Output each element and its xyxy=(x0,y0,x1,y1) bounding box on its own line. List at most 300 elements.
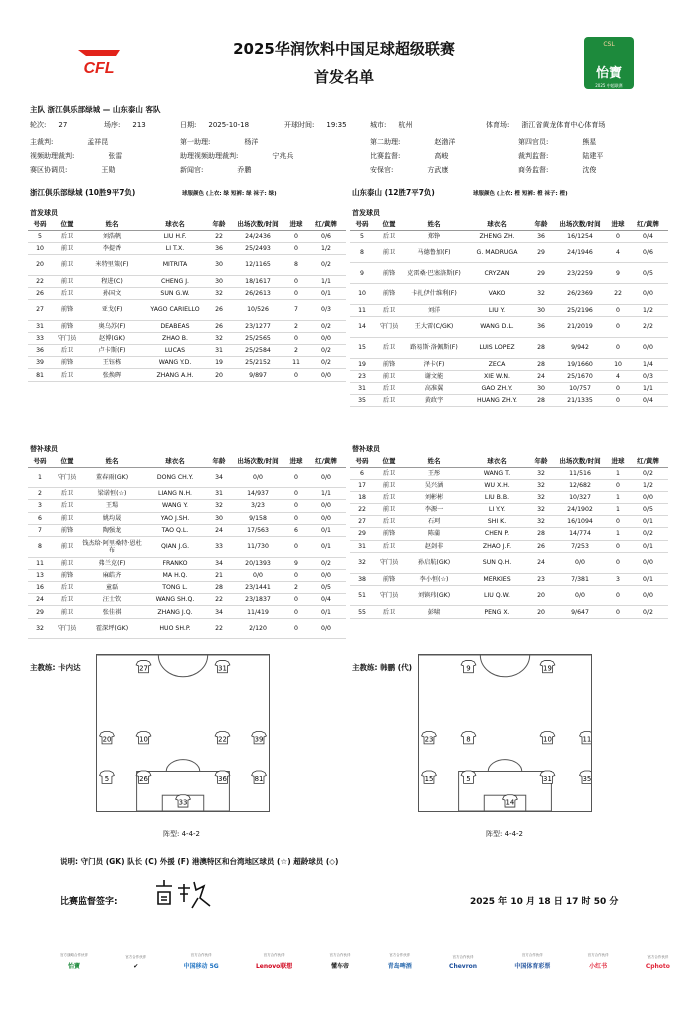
table-cell: 1/1 xyxy=(628,382,668,394)
table-cell: 9/158 xyxy=(230,512,286,524)
table-cell: 34 xyxy=(208,606,230,618)
match-info-value: 孟祥昆 xyxy=(87,138,109,146)
table-cell: 0/0 xyxy=(306,369,346,381)
table-cell: 0 xyxy=(608,382,628,394)
table-cell: 1 xyxy=(608,491,628,503)
table-cell: 22 xyxy=(350,504,374,516)
table-cell: 李小恒(☆) xyxy=(404,573,464,585)
player-shirt-marker xyxy=(503,795,518,807)
table-cell: 33 xyxy=(28,332,52,344)
shirt-number: 27 xyxy=(139,664,148,673)
table-cell: 后卫 xyxy=(374,516,404,528)
column-header: 出场次数/时间 xyxy=(230,456,286,467)
column-header: 号码 xyxy=(350,456,374,467)
table-row xyxy=(350,573,668,585)
table-row xyxy=(350,606,668,618)
table-cell: 霍深坪(GK) xyxy=(82,618,142,639)
table-cell: 0/5 xyxy=(628,263,668,284)
table-cell: 24/1946 xyxy=(552,242,608,263)
table-row xyxy=(350,317,668,338)
table-cell: 0 xyxy=(608,552,628,573)
table-cell: 25/2565 xyxy=(230,332,286,344)
table-cell: 0 xyxy=(286,536,306,557)
column-header: 进球 xyxy=(608,456,628,467)
table-cell: 9 xyxy=(350,263,374,284)
player-shirt-marker xyxy=(176,795,191,807)
table-row xyxy=(350,337,668,358)
table-cell: WANG D.L. xyxy=(464,317,530,338)
table-cell: CHEN P. xyxy=(464,528,530,540)
table-cell: 15 xyxy=(350,337,374,358)
shirt-number: 5 xyxy=(466,774,471,783)
table-cell: LI Y.Y. xyxy=(464,504,530,516)
table-cell: 11/730 xyxy=(230,536,286,557)
table-cell: 刘浩帆 xyxy=(82,230,142,242)
sponsor-mark: 中国体育彩票 xyxy=(514,963,551,970)
match-info-label: 赛区协调员: xyxy=(30,166,68,174)
table-row xyxy=(350,491,668,503)
table-cell: 10/327 xyxy=(552,491,608,503)
table-cell: 赵博(GK) xyxy=(82,332,142,344)
match-info-label: 助理视频助理裁判: xyxy=(180,152,239,160)
table-cell: 前卫 xyxy=(52,536,82,557)
table-cell: WU X.H. xyxy=(464,479,530,491)
shirt-number: 20 xyxy=(102,735,112,744)
table-cell: 32 xyxy=(530,467,552,479)
match-info-label: 开球时间: xyxy=(284,121,315,129)
table-cell: 0/0 xyxy=(628,491,668,503)
player-shirt-marker xyxy=(215,771,230,783)
player-shirt-marker xyxy=(100,732,115,744)
sponsor-mark: Chevron xyxy=(449,963,478,970)
sponsor-logo xyxy=(646,955,670,970)
table-cell: 17/563 xyxy=(230,524,286,536)
table-cell: 前锋 xyxy=(52,569,82,581)
table-cell: 0 xyxy=(608,540,628,552)
table-cell: 1/4 xyxy=(628,358,668,370)
match-info-field xyxy=(284,120,347,130)
pitch-drawing xyxy=(97,655,269,811)
table-cell: 18 xyxy=(350,491,374,503)
away-team-title: 山东泰山 (12胜7平7负) xyxy=(352,188,435,197)
table-cell: 路易斯·洛佩斯(F) xyxy=(404,337,464,358)
table-cell: 9/897 xyxy=(230,369,286,381)
home-coach: 主教练: 卡内达 xyxy=(30,663,81,672)
table-row xyxy=(28,488,346,500)
match-info-value: 浙江省黄龙体育中心体育场 xyxy=(521,121,606,129)
match-info-value: 高峻 xyxy=(434,152,449,160)
table-cell: MITRITA xyxy=(142,254,208,275)
table-cell: 前卫 xyxy=(52,275,82,287)
column-header: 年龄 xyxy=(208,456,230,467)
match-info-label: 城市: xyxy=(370,121,387,129)
table-cell: 1 xyxy=(608,528,628,540)
table-row xyxy=(28,299,346,320)
match-info-field xyxy=(180,151,293,161)
table-cell: 前锋 xyxy=(52,524,82,536)
table-cell: 0/0 xyxy=(306,332,346,344)
table-row xyxy=(350,552,668,573)
table-cell: 19 xyxy=(208,357,230,369)
table-cell: 24 xyxy=(208,524,230,536)
table-row xyxy=(350,284,668,305)
sponsor-mark: 小红书 xyxy=(589,963,608,970)
table-cell: 6 xyxy=(28,512,52,524)
table-cell: 程进(C) xyxy=(82,275,142,287)
table-cell: 后卫 xyxy=(374,337,404,358)
table-cell: 0/0 xyxy=(230,569,286,581)
table-cell: 31 xyxy=(208,488,230,500)
table-cell: 0/3 xyxy=(306,299,346,320)
match-info-field xyxy=(370,165,448,175)
table-cell: 55 xyxy=(350,606,374,618)
table-cell: 0/0 xyxy=(306,512,346,524)
table-cell: 后卫 xyxy=(374,230,404,242)
table-cell: 26/2369 xyxy=(552,284,608,305)
match-info-field xyxy=(30,151,122,161)
table-cell: 19 xyxy=(350,358,374,370)
sponsor-caption: 官方合作伙伴 xyxy=(190,953,212,957)
table-row xyxy=(350,263,668,284)
table-row xyxy=(350,382,668,394)
table-cell: 0 xyxy=(608,317,628,338)
table-cell: 23/1277 xyxy=(230,320,286,332)
table-cell: 0/0 xyxy=(230,467,286,488)
shirt-number: 81 xyxy=(254,774,264,783)
table-cell: 0 xyxy=(286,242,306,254)
table-cell: 张佳祺 xyxy=(82,606,142,618)
table-row xyxy=(28,320,346,332)
table-cell: 29 xyxy=(530,263,552,284)
table-cell: 赵剑非 xyxy=(404,540,464,552)
table-cell: 8 xyxy=(28,536,52,557)
table-cell: FRANKO xyxy=(142,557,208,569)
table-cell: 孙启航(GK) xyxy=(404,552,464,573)
table-cell: 30 xyxy=(208,254,230,275)
player-shirt-marker xyxy=(461,771,476,783)
table-row xyxy=(28,606,346,618)
table-cell: QIAN J.G. xyxy=(142,536,208,557)
column-header: 位置 xyxy=(374,219,404,230)
table-cell: ZHAO J.F. xyxy=(464,540,530,552)
table-cell: 0/0 xyxy=(552,552,608,573)
table-cell: VAKO xyxy=(464,284,530,305)
table-cell: G. MADRUGA xyxy=(464,242,530,263)
table-cell: 0/0 xyxy=(628,585,668,606)
table-cell: 后卫 xyxy=(52,369,82,381)
table-cell: 0/2 xyxy=(306,357,346,369)
table-cell: SUN Q.H. xyxy=(464,552,530,573)
table-cell: 11/516 xyxy=(552,467,608,479)
match-info-label: 场序: xyxy=(104,121,121,129)
table-cell: 守门员 xyxy=(52,618,82,639)
table-cell: WANG SH.Q. xyxy=(142,594,208,606)
column-header: 出场次数/时间 xyxy=(552,456,608,467)
csl-logo-top: CSL xyxy=(603,41,615,48)
table-cell: MERKIES xyxy=(464,573,530,585)
table-cell: 30 xyxy=(208,275,230,287)
table-cell: 36 xyxy=(530,317,552,338)
table-cell: 0 xyxy=(286,287,306,299)
table-cell: 29 xyxy=(530,242,552,263)
shirt-number: 10 xyxy=(543,735,552,744)
table-cell: 35 xyxy=(350,395,374,407)
match-info-value: 19:35 xyxy=(326,121,347,129)
table-cell: 23 xyxy=(530,573,552,585)
sponsor-mark: 懂车帝 xyxy=(331,963,350,970)
table-cell: 11 xyxy=(28,557,52,569)
home-formation-pitch xyxy=(96,654,270,812)
teams-line: 主队 浙江俱乐部绿城 — 山东泰山 客队 xyxy=(30,105,161,114)
table-cell: 弗兰克(F) xyxy=(82,557,142,569)
sponsor-caption: 官方合作伙伴 xyxy=(329,953,351,957)
player-shirt-marker xyxy=(580,732,591,744)
table-cell: 0/0 xyxy=(306,569,346,581)
table-cell: 0/1 xyxy=(628,540,668,552)
csl-logo-bottom: 2025 中超联赛 xyxy=(595,83,623,88)
table-cell: TAO Q.L. xyxy=(142,524,208,536)
table-cell: 3 xyxy=(608,573,628,585)
table-row xyxy=(350,479,668,491)
table-cell: GAO ZH.Y. xyxy=(464,382,530,394)
table-cell: 0 xyxy=(286,275,306,287)
sponsor-caption: 官方战略合作伙伴 xyxy=(60,953,88,957)
shirt-number: 36 xyxy=(218,774,227,783)
pitch-line xyxy=(166,760,200,772)
table-row xyxy=(350,370,668,382)
table-cell: 后卫 xyxy=(374,382,404,394)
player-shirt-marker xyxy=(136,660,151,672)
table-cell: ZECA xyxy=(464,358,530,370)
table-cell: 2/120 xyxy=(230,618,286,639)
table-cell: 0 xyxy=(286,618,306,639)
player-shirt-marker xyxy=(252,732,267,744)
table-cell: 守门员 xyxy=(374,552,404,573)
table-cell: 0/3 xyxy=(628,370,668,382)
table-cell: 9/647 xyxy=(552,606,608,618)
match-info-field xyxy=(370,137,455,147)
table-cell: 9 xyxy=(286,557,306,569)
table-cell: 21/1335 xyxy=(552,395,608,407)
table-cell: 前锋 xyxy=(52,357,82,369)
player-shirt-marker xyxy=(540,732,555,744)
match-info-field xyxy=(370,151,448,161)
home-subs-label: 替补球员 xyxy=(30,445,58,453)
match-info-label: 主裁判: xyxy=(30,138,54,146)
sponsor-caption: 官方合作伙伴 xyxy=(647,955,669,959)
table-cell: ZHANG A.H. xyxy=(142,369,208,381)
table-cell: 25/2584 xyxy=(230,345,286,357)
table-cell: 10/526 xyxy=(230,299,286,320)
table-cell: 0 xyxy=(608,606,628,618)
table-cell: 0/2 xyxy=(628,606,668,618)
table-cell: 前锋 xyxy=(52,320,82,332)
table-cell: 李源一 xyxy=(404,504,464,516)
table-cell: MA H.Q. xyxy=(142,569,208,581)
table-cell: 0 xyxy=(286,569,306,581)
table-row xyxy=(28,536,346,557)
table-cell: 奥乌苏(F) xyxy=(82,320,142,332)
column-header: 红/黄牌 xyxy=(628,219,668,230)
match-info-label: 商务监督: xyxy=(518,166,549,174)
table-cell: 20 xyxy=(28,254,52,275)
player-shirt-marker xyxy=(422,771,437,783)
table-cell: 18/1617 xyxy=(230,275,286,287)
table-cell: 32 xyxy=(530,479,552,491)
away-subs-table xyxy=(350,456,668,619)
shirt-number: 31 xyxy=(218,664,227,673)
column-header: 红/黄牌 xyxy=(628,456,668,467)
table-cell: 20 xyxy=(208,369,230,381)
csl-logo-main: 怡寶 xyxy=(595,66,622,81)
table-cell: LUCAS xyxy=(142,345,208,357)
table-cell: 12/682 xyxy=(552,479,608,491)
table-cell: 32 xyxy=(350,552,374,573)
table-cell: 25/2152 xyxy=(230,357,286,369)
match-info-field xyxy=(104,120,146,130)
table-cell: 7 xyxy=(286,299,306,320)
table-cell: 28 xyxy=(208,582,230,594)
table-cell: 0/0 xyxy=(628,284,668,305)
table-cell: 1/1 xyxy=(306,275,346,287)
table-cell: 0 xyxy=(286,488,306,500)
table-cell: 0/6 xyxy=(306,230,346,242)
shirt-number: 23 xyxy=(424,735,434,744)
table-cell: ZHENG ZH. xyxy=(464,230,530,242)
match-info-field xyxy=(180,165,251,175)
away-formation-pitch xyxy=(418,654,592,812)
match-info-label: 比赛监督: xyxy=(370,152,401,160)
table-cell: 刘洋 xyxy=(404,304,464,316)
away-starting-label: 首发球员 xyxy=(352,209,380,217)
column-header: 号码 xyxy=(350,219,374,230)
shirt-number: 15 xyxy=(424,774,434,783)
table-row xyxy=(350,242,668,263)
match-info-field xyxy=(518,137,596,147)
match-info-label: 裁判监督: xyxy=(518,152,549,160)
table-row xyxy=(350,304,668,316)
table-cell: LIANG N.H. xyxy=(142,488,208,500)
player-shirt-marker xyxy=(461,660,476,672)
column-header: 年龄 xyxy=(530,219,552,230)
table-cell: 11 xyxy=(350,304,374,316)
table-cell: 22 xyxy=(208,618,230,639)
table-cell: 卡扎伊什维利(F) xyxy=(404,284,464,305)
match-info-field xyxy=(30,137,108,147)
table-cell: 22 xyxy=(208,230,230,242)
column-header: 进球 xyxy=(608,219,628,230)
sponsor-caption: 官方合作伙伴 xyxy=(125,955,147,959)
table-cell: 2 xyxy=(28,488,52,500)
table-header-row xyxy=(28,219,346,230)
sponsor-logo xyxy=(388,953,412,970)
table-cell: LIU Q.W. xyxy=(464,585,530,606)
sponsor-mark: 中国移动 5G xyxy=(183,963,219,970)
table-cell: 28 xyxy=(530,528,552,540)
match-info-label: 体育场: xyxy=(486,121,510,129)
table-row xyxy=(28,345,346,357)
table-cell: 0/2 xyxy=(628,528,668,540)
table-cell: 4 xyxy=(608,370,628,382)
table-cell: 0/0 xyxy=(552,585,608,606)
table-cell: 前卫 xyxy=(52,557,82,569)
match-info-value: 赵渤洋 xyxy=(434,138,456,146)
table-cell: 0/0 xyxy=(306,500,346,512)
table-cell: 0 xyxy=(286,606,306,618)
table-cell: 36 xyxy=(208,242,230,254)
table-header-row xyxy=(350,219,668,230)
table-cell: 1 xyxy=(28,467,52,488)
table-row xyxy=(28,254,346,275)
table-row xyxy=(350,467,668,479)
column-header: 球衣名 xyxy=(142,456,208,467)
table-cell: 李提香 xyxy=(82,242,142,254)
table-cell: 0 xyxy=(608,337,628,358)
table-cell: 39 xyxy=(28,357,52,369)
sponsor-logo xyxy=(449,955,477,970)
table-cell: 0/0 xyxy=(628,337,668,358)
table-cell: 20/1393 xyxy=(230,557,286,569)
legend-note: 说明: 守门员 (GK) 队长 (C) 外援 (F) 港澳特区和台湾地区球员 (☆) 超龄球员 (◇) xyxy=(60,857,339,866)
match-info-label: 第一助理: xyxy=(180,138,211,146)
table-cell: 石珂 xyxy=(404,516,464,528)
table-cell: 0 xyxy=(286,512,306,524)
table-cell: 5 xyxy=(350,230,374,242)
table-cell: 童磊 xyxy=(82,582,142,594)
shirt-number: 35 xyxy=(582,774,591,783)
table-cell: 10/757 xyxy=(552,382,608,394)
table-cell: 姚均晟 xyxy=(82,512,142,524)
table-cell: 谢文能 xyxy=(404,370,464,382)
player-shirt-marker xyxy=(580,771,591,783)
away-coach: 主教练: 韩鹏 (代) xyxy=(352,663,413,672)
match-info-value: 沈俊 xyxy=(582,166,597,174)
table-cell: 8 xyxy=(350,242,374,263)
table-cell: 汪士钦 xyxy=(82,594,142,606)
table-cell: 王钰栋 xyxy=(82,357,142,369)
table-cell: 38 xyxy=(350,573,374,585)
table-cell: 高准翼 xyxy=(404,382,464,394)
table-cell: 8 xyxy=(286,254,306,275)
table-cell: 27 xyxy=(350,516,374,528)
table-cell: 9 xyxy=(608,263,628,284)
match-info-field xyxy=(518,151,603,161)
table-cell: 19/1660 xyxy=(552,358,608,370)
table-cell: 米特里策(F) xyxy=(82,254,142,275)
column-header: 姓名 xyxy=(404,456,464,467)
table-cell: 前卫 xyxy=(52,242,82,254)
pitch-line xyxy=(480,655,529,677)
table-cell: HUO SH.P. xyxy=(142,618,208,639)
table-cell: 王大雷(C/GK) xyxy=(404,317,464,338)
table-cell: 1 xyxy=(608,504,628,516)
table-row xyxy=(28,500,346,512)
table-cell: SUN G.W. xyxy=(142,287,208,299)
table-cell: 32 xyxy=(530,491,552,503)
column-header: 进球 xyxy=(286,456,306,467)
table-cell: 后卫 xyxy=(374,491,404,503)
table-cell: 守门员 xyxy=(374,317,404,338)
table-cell: 23/2259 xyxy=(552,263,608,284)
table-cell: 1/2 xyxy=(628,304,668,316)
table-cell: 后卫 xyxy=(52,500,82,512)
table-row xyxy=(28,369,346,381)
table-cell: 3/23 xyxy=(230,500,286,512)
table-cell: 后卫 xyxy=(374,395,404,407)
table-cell: 后卫 xyxy=(374,467,404,479)
table-cell: 梁诺恒(☆) xyxy=(82,488,142,500)
table-cell: 0/2 xyxy=(306,557,346,569)
